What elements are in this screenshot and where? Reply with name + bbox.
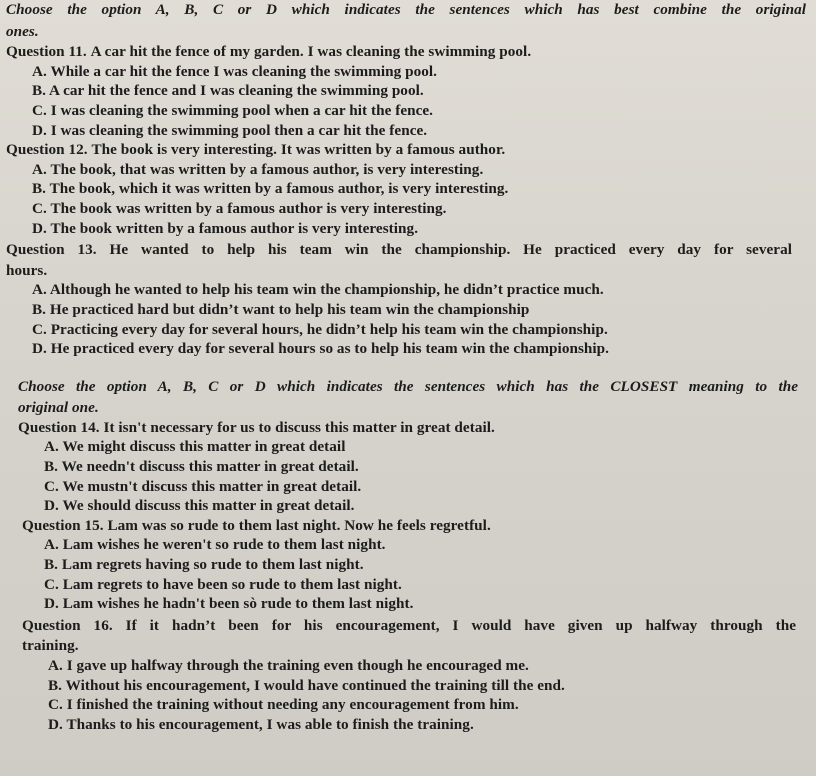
option-letter: D.: [32, 340, 47, 358]
option-letter: C.: [32, 101, 47, 119]
q13-option-d[interactable]: [6, 339, 798, 359]
q13-option-a[interactable]: [6, 280, 798, 300]
section2-instruction-line2: original one.: [18, 399, 99, 417]
q12-option-c[interactable]: [6, 199, 798, 219]
option-text: I was cleaning the swimming pool then a car hit the fence.: [50, 121, 428, 139]
question-16-text: If it hadn’t been for his encouragement, I would have given up halfway through the: [125, 616, 796, 634]
question-13-label: Question 13.: [6, 241, 97, 259]
option-letter: B.: [32, 82, 47, 100]
q15-option-c[interactable]: [6, 575, 798, 595]
question-12: [6, 140, 798, 160]
option-letter: B.: [44, 458, 59, 476]
option-text: We mustn't discuss this matter in great detail.: [62, 477, 362, 495]
option-text: We needn't discuss this matter in great detail.: [61, 458, 359, 476]
option-text: Lam regrets having so rude to them last night.: [61, 556, 364, 574]
question-13-text-line2: hours.: [6, 261, 48, 279]
q12-option-d[interactable]: [6, 219, 798, 239]
question-13: [6, 240, 792, 260]
q11-option-b[interactable]: [6, 81, 798, 101]
section2-instruction-line1: Choose the option A, B, C or D which indicates the sentences which has the CLOSEST meaning to the: [18, 377, 798, 395]
option-text: I gave up halfway through the training even though he encouraged me.: [66, 657, 529, 674]
q16-option-b[interactable]: [6, 676, 798, 696]
option-text: Lam wishes he weren't so rude to them last night.: [62, 536, 386, 554]
option-text: I finished the training without needing any encouragement from him.: [66, 696, 519, 714]
q16-option-c[interactable]: [6, 695, 798, 715]
option-letter: D.: [44, 595, 59, 613]
question-12-label: Question 12.: [6, 141, 88, 159]
question-14-label: Question 14.: [18, 418, 100, 436]
q12-option-a[interactable]: [6, 160, 798, 180]
q15-option-a[interactable]: [6, 535, 798, 555]
option-text: We should discuss this matter in great detail.: [62, 497, 355, 515]
section1-instruction-line1: Choose the option A, B, C or D which indicates the sentences which has best combine the original: [6, 1, 806, 18]
question-12-text: The book is very interesting. It was written by a famous author.: [91, 141, 506, 159]
q13-option-b[interactable]: [6, 300, 798, 320]
q11-option-d[interactable]: [6, 121, 798, 141]
question-15: [22, 516, 798, 536]
q14-option-b[interactable]: [6, 457, 798, 477]
option-text: Without his encouragement, I would have continued the training till the end.: [65, 676, 565, 694]
option-text: The book written by a famous author is very interesting.: [50, 219, 419, 237]
option-text: Thanks to his encouragement, I was able to finish the training.: [66, 715, 474, 733]
q16-option-a[interactable]: [6, 656, 798, 676]
question-15-text: Lam was so rude to them last night. Now he feels regretful.: [107, 516, 491, 534]
option-letter: B.: [44, 556, 59, 574]
q15-option-d[interactable]: [6, 594, 798, 614]
question-13-text: He wanted to help his team win the championship. He practiced every day for several: [109, 241, 792, 259]
q16-option-d[interactable]: [6, 715, 798, 735]
option-text: The book was written by a famous author is very interesting.: [50, 199, 447, 217]
question-15-label: Question 15.: [22, 516, 104, 534]
q14-option-a[interactable]: [6, 437, 798, 457]
section-spacer: [6, 359, 798, 377]
q14-option-c[interactable]: [6, 477, 798, 497]
q11-option-a[interactable]: [6, 62, 798, 82]
option-letter: C.: [44, 477, 59, 495]
option-text: Lam wishes he hadn't been sò rude to them last night.: [62, 595, 414, 613]
question-16-label: Question 16.: [22, 616, 113, 634]
option-letter: A.: [32, 62, 47, 80]
q14-option-d[interactable]: [6, 496, 798, 516]
q13-option-c[interactable]: [6, 320, 798, 340]
question-16-continued: [22, 636, 798, 656]
q15-option-b[interactable]: [6, 555, 798, 575]
option-letter: A.: [48, 657, 63, 674]
option-letter: D.: [32, 121, 47, 139]
option-letter: D.: [32, 219, 47, 237]
question-16-text-line2: training.: [22, 637, 79, 655]
option-letter: B.: [32, 300, 47, 318]
option-text: I was cleaning the swimming pool when a car hit the fence.: [50, 101, 434, 119]
option-letter: A.: [44, 438, 59, 456]
question-11-label: Question 11.: [6, 43, 87, 61]
option-letter: D.: [48, 715, 63, 733]
option-letter: B.: [32, 180, 47, 198]
option-text: A car hit the fence and I was cleaning the swimming pool.: [49, 82, 424, 100]
question-14: [18, 418, 798, 438]
option-letter: B.: [48, 676, 63, 694]
q12-option-b[interactable]: [6, 179, 798, 199]
option-text: Practicing every day for several hours, he didn’t help his team win the championship.: [50, 320, 608, 338]
option-text: The book, that was written by a famous author, is very interesting.: [50, 160, 484, 178]
question-11: [6, 42, 798, 62]
option-text: The book, which it was written by a famous author, is very interesting.: [49, 180, 509, 198]
question-13-continued: [6, 261, 798, 281]
option-letter: C.: [48, 696, 63, 714]
option-text: Lam regrets to have been so rude to them last night.: [62, 575, 402, 593]
q11-option-c[interactable]: [6, 101, 798, 121]
option-letter: C.: [32, 199, 47, 217]
option-letter: D.: [44, 497, 59, 515]
question-11-text: A car hit the fence of my garden. I was cleaning the swimming pool.: [90, 43, 532, 61]
option-letter: C.: [32, 320, 47, 338]
question-14-text: It isn't necessary for us to discuss this matter in great detail.: [103, 418, 495, 436]
option-text: He practiced every day for several hours so as to help his team win the championship.: [50, 340, 610, 358]
option-letter: C.: [44, 575, 59, 593]
option-letter: A.: [32, 160, 47, 178]
option-text: While a car hit the fence I was cleaning the swimming pool.: [50, 62, 438, 80]
option-text: We might discuss this matter in great detail: [62, 438, 346, 456]
question-16: [22, 616, 796, 636]
option-text: He practiced hard but didn’t want to help his team win the championship: [49, 300, 530, 318]
option-letter: A.: [32, 281, 47, 299]
option-letter: A.: [44, 536, 59, 554]
option-text: Although he wanted to help his team win the championship, he didn’t practice much.: [49, 281, 604, 299]
section1-instruction-line2: ones.: [6, 22, 39, 40]
